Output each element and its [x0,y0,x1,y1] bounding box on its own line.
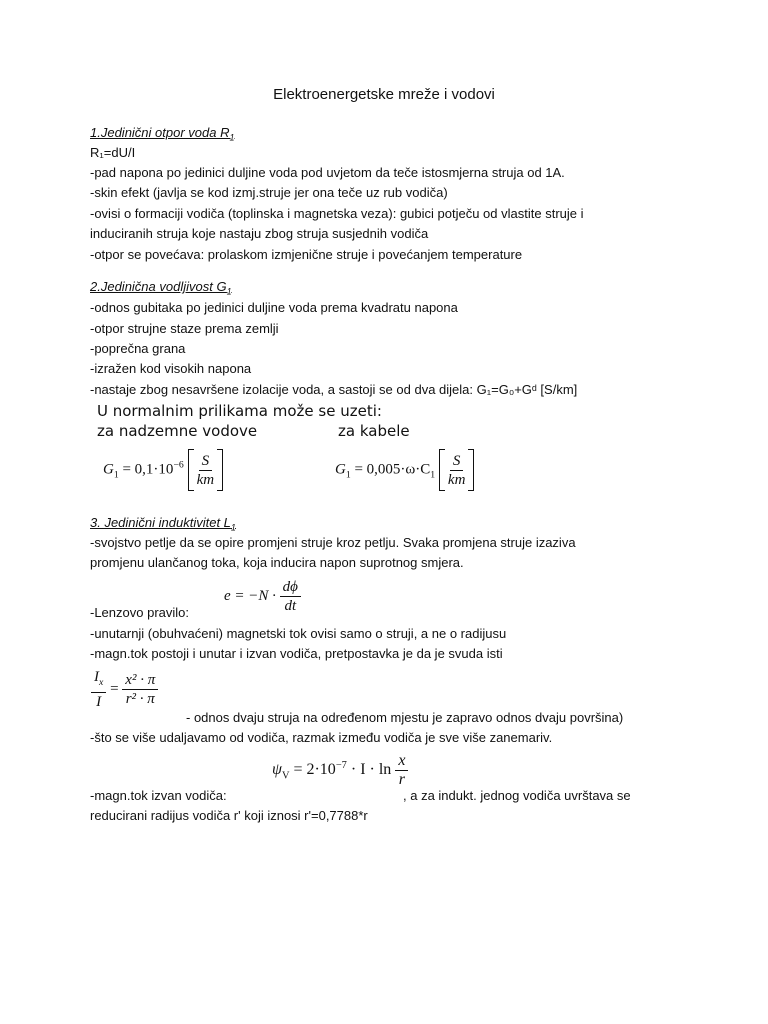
section-3-line: reducirani radijus vodiča r' koji iznosi r'=0,7788*r [90,808,368,823]
section-2-line: -poprečna grana [90,341,186,356]
label-overhead-lines: za nadzemne vodove [97,422,258,440]
section-2-line: -nastaje zbog nesavršene izolacije voda, a sastoji se od dva dijela: G₁=G₀+Gᵈ [S/km] [90,382,578,397]
formula-external-flux: $\psi_V = 2\cdot 10^{-7} \cdot I \cdot \ln$ $\frac{x}{r}$ [272,752,408,789]
section-3-line: -što se više udaljavamo od vodiča, razmak između vodiča je sve više zanemariv. [90,730,553,745]
external-flux-text: , a za indukt. jednog vodiča uvrštava se [403,788,631,803]
section-1-heading: 1.Jedinični otpor voda $R_1$ [90,125,235,143]
section-3-heading: 3. Jedinični induktivitet $L_1$ [90,515,236,533]
section-1-line: induciranih struja koje nastaju zbog struja susjednih vodiča [90,226,429,241]
conductance-intro-text: U normalnim prilikama može se uzeti: [97,402,382,420]
section-2-heading: 2.Jedinična vodljivost $G_1$ [90,279,232,297]
section-1-line: -skin efekt (javlja se kod izmj.struje jer ona teče uz rub vodiča) [90,185,448,200]
section-1-line: -otpor se povećava: prolaskom izmjenične struje i povećanjem temperature [90,247,523,262]
section-1-line: -ovisi o formaciji vodiča (toplinska i magnetska veza): gubici potječu od vlastite struje i [90,206,584,221]
section-3-line: -magn.tok postoji i unutar i izvan vodiča, pretpostavka je da je svuda isti [90,646,503,661]
lenz-rule-label: -Lenzovo pravilo: [90,605,189,620]
section-2-line: -odnos gubitaka po jedinici duljine voda prema kvadratu napona [90,300,458,315]
section-3-line: promjenu ulančanog toka, koja inducira napon suprotnog smjera. [90,555,464,570]
section-2-line: -otpor strujne staze prema zemlji [90,321,279,336]
formula-overhead: $G_1 = 0,1\cdot 10^{-6}$ $\frac{S}{km}$ [103,449,223,491]
formula-current-ratio: $\frac{I_x}{I}$ = $\frac{\text{x² · π}}{\text{r² · π}}$ [91,668,158,711]
formula-cable: $G_1 = 0,005\cdot\omega\cdot C_1$ $\frac{S}{km}$ [335,449,474,491]
section-3-line: -unutarnji (obuhvaćeni) magnetski tok ovisi samo o struji, a ne o radijusu [90,626,507,641]
label-cables: za kabele [338,422,410,440]
section-1-line: -pad napona po jedinici duljine voda pod uvjetom da teče istosmjerna struja od 1A. [90,165,565,180]
external-flux-label: -magn.tok izvan vodiča: [90,788,227,803]
section-1-formula: R₁=dU/I [90,145,136,160]
section-2-line: -izražen kod visokih napona [90,361,252,376]
section-3-line: -svojstvo petlje da se opire promjeni struje kroz petlju. Svaka promjena struje izaziva [90,535,576,550]
formula-lenz: e = −N · $\frac{d\phi}{dt}$ [224,578,301,615]
page-title: Elektroenergetske mreže i vodovi [273,86,495,103]
current-ratio-text: - odnos dvaju struja na određenom mjestu je zapravo odnos dvaju površina) [186,710,624,725]
